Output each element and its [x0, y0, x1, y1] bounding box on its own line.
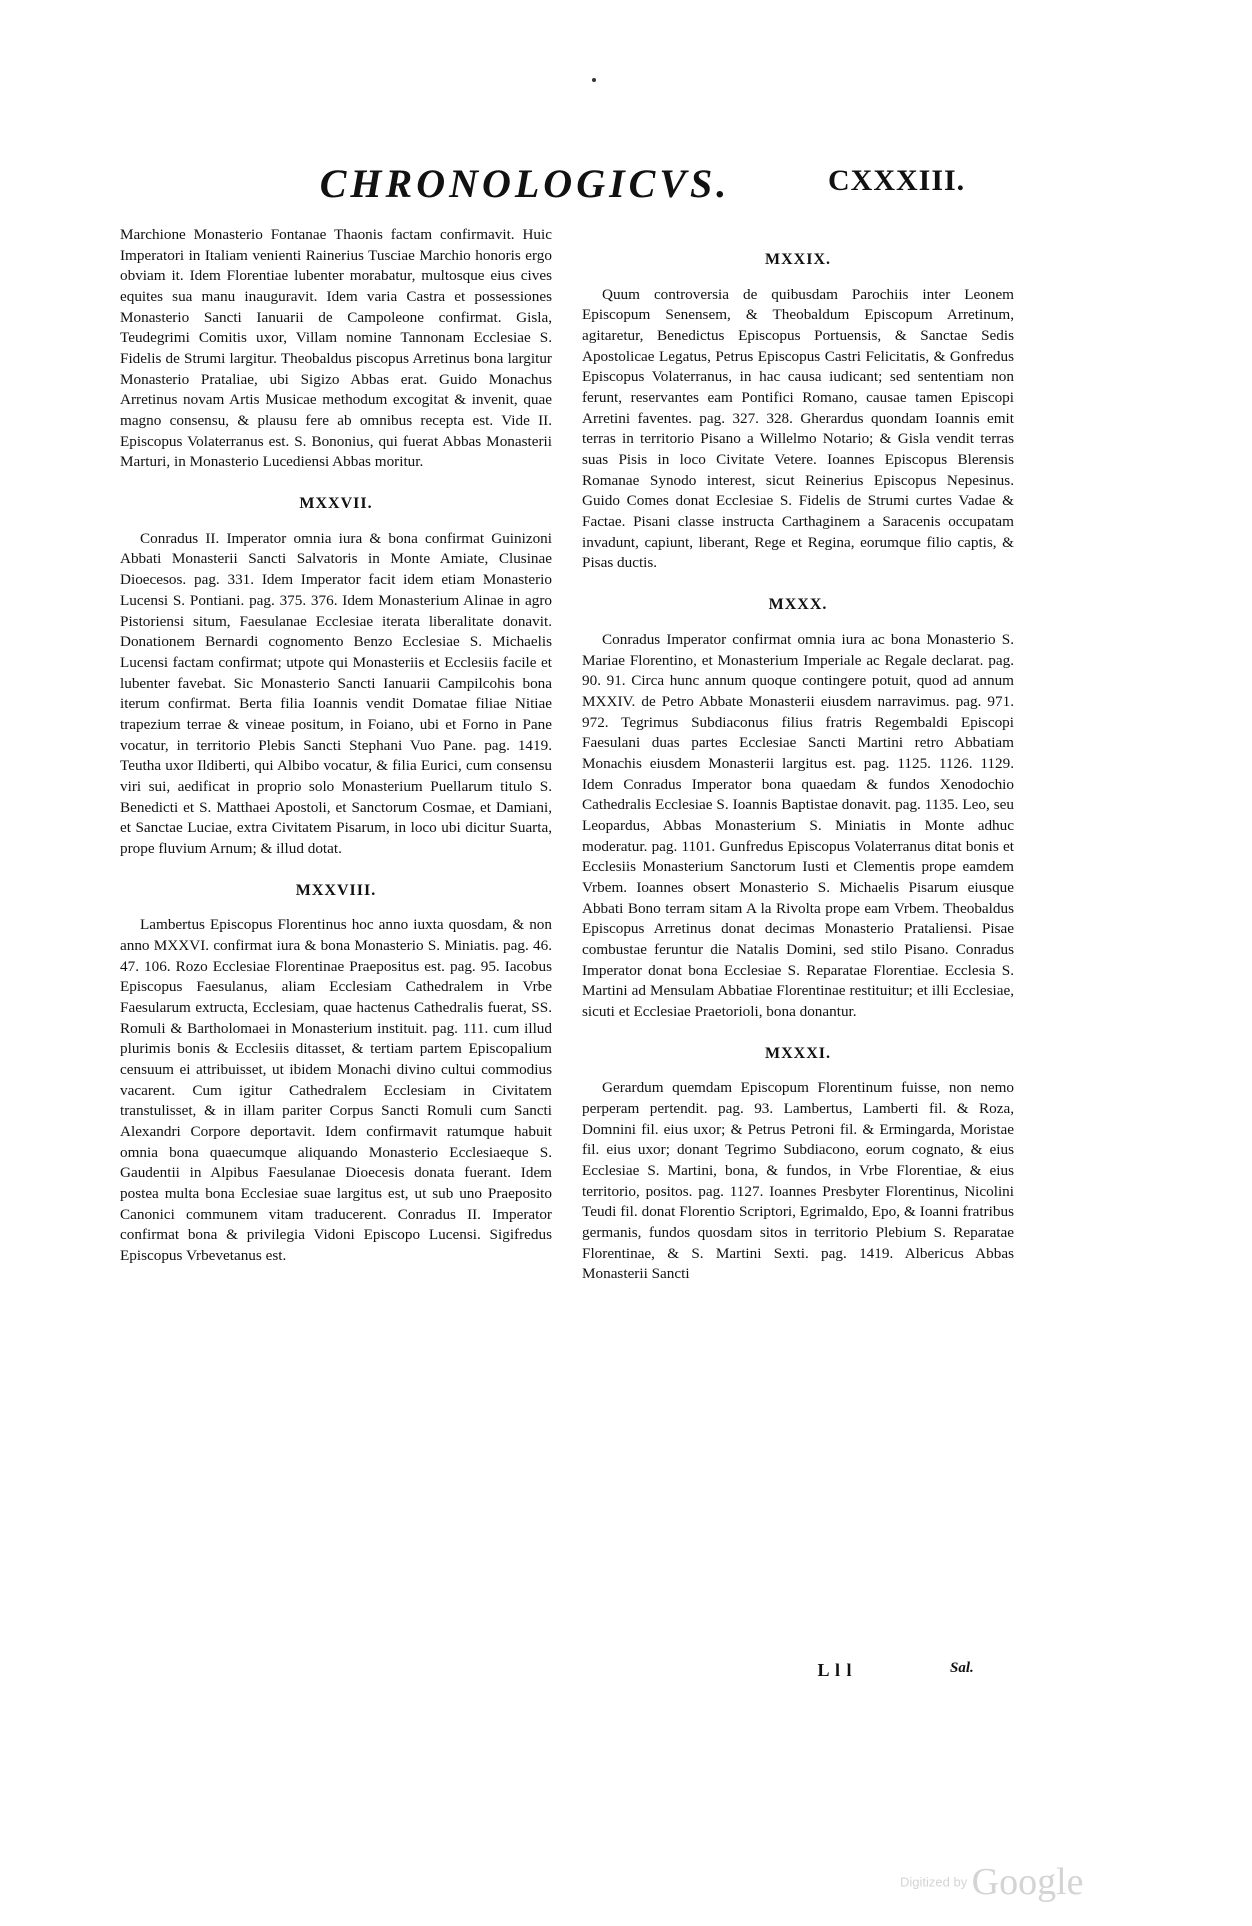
year-heading-mxxxi: MXXXI. [765, 1044, 831, 1062]
page-number: CXXXIII. [828, 164, 966, 197]
paragraph-mxxvii: Conradus II. Imperator omnia iura & bona confirmat Guinizoni Abbati Monasterii Sancti Salvatoris in Monte Amiate, Clusinae Dioecesos. pag. 331. Idem Imperator facit idem etiam Monasterio Lucensi S. Pontiani. pag. 375. 376. Idem Monasterium Alinae in agro Pistoriensi situm, Faesulanae Ecclesiae iterata liberalitate donavit. Donationem Bernardi cognomento Benzo Ecclesiae S. Michaelis Lucensi factam confirmat; utpote qui Monasteriis et Ecclesiis facile et lubenter favebat. Sic Monasterio Sancti Ianuarii Campilcohis bona iterum confirmat. Berta filia Ioannis vendit Domatae filiae Nitiae trapezium terrae & vineae positum, in Foiano, ubi et Forno in Pane vocatur, in territorio Plebis Sancti Stephani Vuo Pane. pag. 1419. Teutha uxor Ildiberti, qui Albibo vocatur, & filia Eurici, cum consensu viri sui, aedificat in proprio solo Monasterium Puellarum titulo S. Benedicti et S. Matthaei Apostoli, et Sanctorum Cosmae, et Damiani, et Sanctae Luciae, extra Civitatem Pisarum, in loco ubi dicitur Suarta, prope fluvium Arnum; & illud dotat. [120, 529, 552, 857]
catchword: Sal. [950, 1660, 974, 1676]
year-heading-mxxx: MXXX. [768, 596, 828, 614]
year-heading-mxxix: MXXIX. [765, 251, 831, 268]
digitized-watermark [900, 1860, 1160, 1904]
paragraph-mxxxi: Gerardum quemdam Episcopum Florentinum fuisse, non nemo perperam pertendit. pag. 93. Lambertus, Lamberti fil. & Roza, Domnini fil. eius uxor; & Petrus Petroni fil. & Ermingarda, Moristae fil. eius uxor; donant Tegrimo Subdiacono, eorum cognato, & eius Ecclesiae S. Martini, bona, & fundos, in Vrbe Florentiae, & eius territorio, positos. pag. 1127. Ioannes Presbyter Florentinus, Nicolini Teudi fil. donat Florentio Scriptori, Egrimaldo, Epo, & Ioanni fratribus germanis, fundos quosdam sitos in territorio Plebium S. Reparatae Florentinae, & S. Martini Sexti. pag. 1419. Albericus Abbas Monasterii Sancti [582, 1079, 1014, 1283]
ink-dot [592, 78, 596, 82]
watermark-small-text: Digitized by [900, 1874, 968, 1890]
paragraph-mxxx: Conradus Imperator confirmat omnia iura ac bona Monasterio S. Mariae Florentino, et Monasterium Imperiale ac Regale declarat. pag. 90. 91. Circa hunc annum quoque contingere potuit, quod ad annum MXXIV. de Petro Abbate Monasterii eiusdem narravimus. pag. 971. 972. Tegrimus Subdiaconus filius fratris Regembaldi Episcopi Faesulani duas partes Ecclesiae Sancti Martini retro Abbatiam Monachis eiusdem Monasterii largitus est. pag. 1125. 1126. 1129. Idem Conradus Imperator bona quaedam & fundos Xenodochio Cathedralis Ecclesiae S. Ioannis Baptistae donavit. pag. 1135. Leo, seu Leopardus, Abbas Monasterium S. Miniatis in Monte adhuc moderatur. pag. 1101. Gunfredus Episcopus Volaterranus ditat bonis et Ecclesiis Monasterium Sanctorum Iusti et Clementis prope eamdem Vrbem. Ioannes obsert Monasterio S. Michaelis Pisarum eiusque Abbati Bono terram sitam A la Rivolta prope eam Vrbem. Theobaldus Episcopus Arretinus donat decimas Monasterio Prataliensi. Pisae combustae feruntur die Natalis Domini, sed stilo Pisano. Conradus Imperator donat bona Ecclesiae S. Reparatae Florentiae. Ecclesia S. Martini ad Mensulam Abbatiae Florentinae restituitur; et illi Ecclesiae, sicuti et Ecclesiae Praetorioli, bona donantur. [582, 630, 1014, 1020]
right-column [582, 225, 1014, 1285]
year-heading-mxxviii: MXXVIII. [295, 881, 377, 899]
signature-mark: L l l [817, 1660, 853, 1680]
paragraph-mxxviii: Lambertus Episcopus Florentinus hoc anno iuxta quosdam, & non anno MXXVI. confirmat iura & bona Monasterio S. Miniatis. pag. 46. 47. 106. Rozo Ecclesiae Florentinae Praepositus est. pag. 95. Iacobus Episcopus Faesulanus, aliam Ecclesiam Cathedralem in Vrbe Faesularum extructa, Ecclesiam, quae hactenus Cathedralis fuerat, SS. Romuli & Bartholomaei in Monasterium instituit. pag. 111. cum illud plurimis bonis & Ecclesiis ditasset, & tertiam partem Episcopalium censuum ei attribuisset, ut ibidem Monachi divino cultui commodius vacarent. Cum igitur Cathedralem Ecclesiam in Civitatem transtulisset, & in illam pariter Corpus Sancti Romuli cum Sancti Alexandri Corpore deportavit. Idem confirmavit ratumque habuit omnia bona quaecumque aliquando Monasterio Ecclesiaeque S. Gaudentii in Alpibus Faesulanae Dioecesis donata fuerant. Idem postea multa bona Ecclesiae suae largitus est, ut sub uno Praeposito Canonici communem vitam traducerent. Conradus II. Imperator confirmat bona & privilegia Vidoni Episcopo Lucensi. Sigifredus Episcopus Vrbevetanus est. [120, 916, 552, 1265]
intro-paragraph: Marchione Monasterio Fontanae Thaonis factam confirmavit. Huic Imperatori in Italiam venienti Rainerius Tusciae Marchio honoris ergo obviam it. Idem Florentiae lubenter morabatur, multosque eius cives equites sua manu inauguravit. Idem varia Castra et possessiones Monasterio Sancti Ianuarii de Campoleone confirmat. Gisla, Teudegrimi Comitis uxor, Villam nomine Tannonam Ecclesiae S. Fidelis de Strumi largitur. Theobaldus piscopus Arretinus bona largitur Monasterio Prataliae, ubi Sigizo Abbas erat. Guido Monachus Arretinus novam Artis Musicae methodum excogitat & invenit, quae magno consensu, & plausu fere ab omnibus recepta est. Vide II. Episcopus Volaterranus est. S. Bononius, qui fuerat Abbas Monasterii Marturi, in Monasterio Lucediensi Abbas moritur. [120, 226, 552, 471]
running-title: CHRONOLOGICVS. [319, 161, 731, 206]
paragraph-mxxix: Quum controversia de quibusdam Parochiis inter Leonem Episcopum Senensem, & Theobaldum Episcopum Arretinum, agitaretur, Benedictus Episcopus Portuensis, & Sanctae Sedis Apostolicae Legatus, Petrus Episcopus Castri Felicitatis, & Gonfredus Episcopus Volaterranus, in hac causa iudicant; sed sententiam non ferunt, reservantes eam Pontifici Romano, causae tamen Episcopi Arretini faventes. pag. 327. 328. Gherardus quondam Ioannis emit terras in territorio Pisano a Willelmo Notario; & Gisla vendit terras suas Pisis in loco Civitate Vetere. Ioannes Episcopus Blerensis Romanae Synodo interest, sicut Reinerius Episcopus Nepesinus. Guido Comes donat Ecclesiae S. Fidelis de Strumi curtes Vadae & Factae. Pisani classe instructa Carthaginem a Saracenis occupatam invadunt, capiunt, liberant, Rege et Regina, eorumque filio captis, & Pisas ductis. [582, 285, 1014, 572]
watermark-logo-text: Google [971, 1861, 1084, 1903]
left-column [120, 225, 552, 1267]
year-heading-mxxvii: MXXVII. [299, 495, 373, 513]
